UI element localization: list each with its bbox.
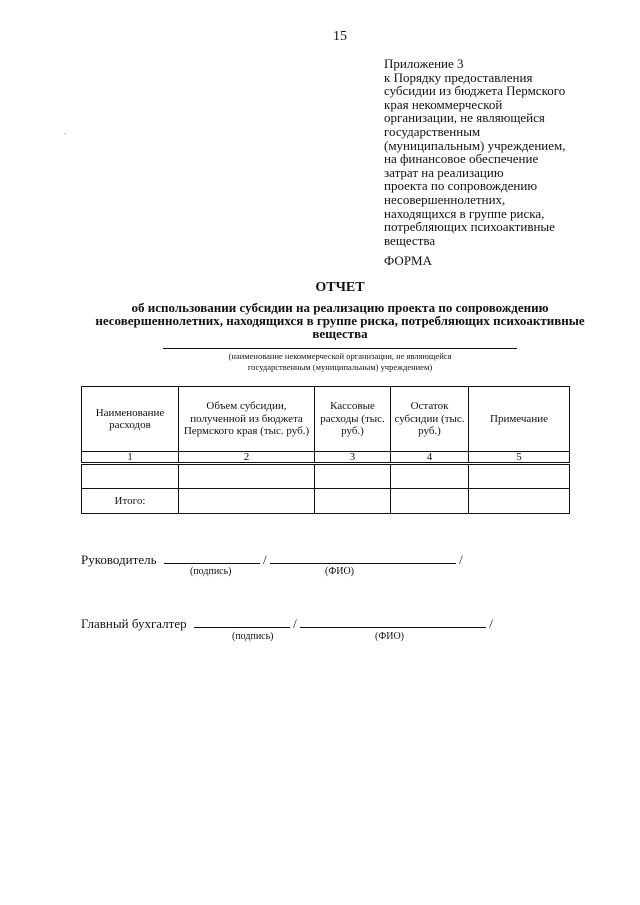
org-caption-line: государственным (муниципальным) учреждением) — [247, 362, 433, 372]
column-number: 1 — [82, 452, 179, 464]
table-cell[interactable] — [391, 464, 469, 489]
appendix-line: к Порядку предоставления — [384, 69, 533, 85]
column-number: 4 — [391, 452, 469, 464]
appendix-line: проекта по сопровождению — [384, 178, 538, 194]
table-cell[interactable] — [315, 489, 391, 514]
organization-name-line[interactable] — [163, 348, 517, 349]
appendix-line: субсидии из бюджета Пермского — [384, 83, 566, 99]
table-total-row — [82, 489, 570, 514]
separator: / — [263, 552, 267, 567]
chief-accountant-signature-row — [81, 613, 493, 632]
page-number: 15 — [333, 29, 347, 44]
table-cell[interactable] — [469, 464, 570, 489]
appendix-line: затрат на реализацию — [384, 164, 504, 180]
header-cell-subsidy-balance: Остаток субсидии (тыс. руб.) — [391, 387, 469, 452]
appendix-line: находящихся в группе риска, — [384, 205, 545, 221]
appendix-line: организации, не являющейся — [384, 110, 545, 126]
form-label: ФОРМА — [384, 253, 432, 268]
director-name-field[interactable] — [270, 549, 456, 564]
table-column-numbers-row — [82, 452, 570, 464]
chief-accountant-signature-caption: (подпись) — [232, 631, 274, 642]
director-signature-caption: (подпись) — [190, 566, 232, 577]
appendix-line: Приложение 3 — [384, 56, 464, 71]
appendix-line: государственным — [384, 123, 481, 139]
appendix-line: на финансовое обеспечение — [384, 151, 539, 167]
table-cell[interactable] — [315, 464, 391, 489]
org-caption-line: (наименование некоммерческой организации, не являющейся — [228, 351, 452, 361]
separator: / — [293, 616, 297, 631]
column-number: 5 — [469, 452, 570, 464]
table-cell[interactable] — [179, 464, 315, 489]
organization-name-caption — [150, 351, 530, 373]
table-header-row — [82, 387, 570, 452]
appendix-line: (муниципальным) учреждением, — [384, 137, 566, 153]
report-title: ОТЧЕТ — [315, 280, 365, 295]
director-label: Руководитель — [81, 552, 157, 567]
total-label: Итого: — [82, 489, 179, 514]
report-subtitle: об использовании субсидии на реализацию проекта по сопровождению несовершеннолетних, находящихся в группе риска, потребляющих психоактивные вещества — [95, 300, 585, 341]
appendix-line: вещества — [384, 232, 436, 248]
director-name-caption: (ФИО) — [325, 566, 355, 577]
chief-accountant-name-field[interactable] — [300, 613, 486, 628]
appendix-block — [384, 57, 624, 247]
chief-accountant-label: Главный бухгалтер — [81, 616, 187, 631]
header-cell-expense-name: Наименование расходов — [82, 387, 179, 452]
scan-artifact — [64, 133, 66, 134]
chief-accountant-signature-field[interactable] — [194, 613, 290, 628]
table-cell[interactable] — [82, 464, 179, 489]
appendix-line: края некоммерческой — [384, 96, 503, 112]
column-number: 2 — [179, 452, 315, 464]
table-cell[interactable] — [179, 489, 315, 514]
header-cell-subsidy-amount: Объем субсидии, полученной из бюджета Пермского края (тыс. руб.) — [179, 387, 315, 452]
header-cell-cash-expenses: Кассовые расходы (тыс. руб.) — [315, 387, 391, 452]
chief-accountant-name-caption: (ФИО) — [375, 631, 405, 642]
separator: / — [489, 616, 493, 631]
separator: / — [459, 552, 463, 567]
table-cell[interactable] — [391, 489, 469, 514]
table-row — [82, 464, 570, 489]
table-cell[interactable] — [469, 489, 570, 514]
appendix-line: потребляющих психоактивные — [384, 219, 555, 235]
report-table — [81, 386, 570, 514]
director-signature-field[interactable] — [164, 549, 260, 564]
director-signature-row — [81, 549, 463, 568]
header-cell-note: Примечание — [469, 387, 570, 452]
column-number: 3 — [315, 452, 391, 464]
appendix-line: несовершеннолетних, — [384, 191, 506, 207]
